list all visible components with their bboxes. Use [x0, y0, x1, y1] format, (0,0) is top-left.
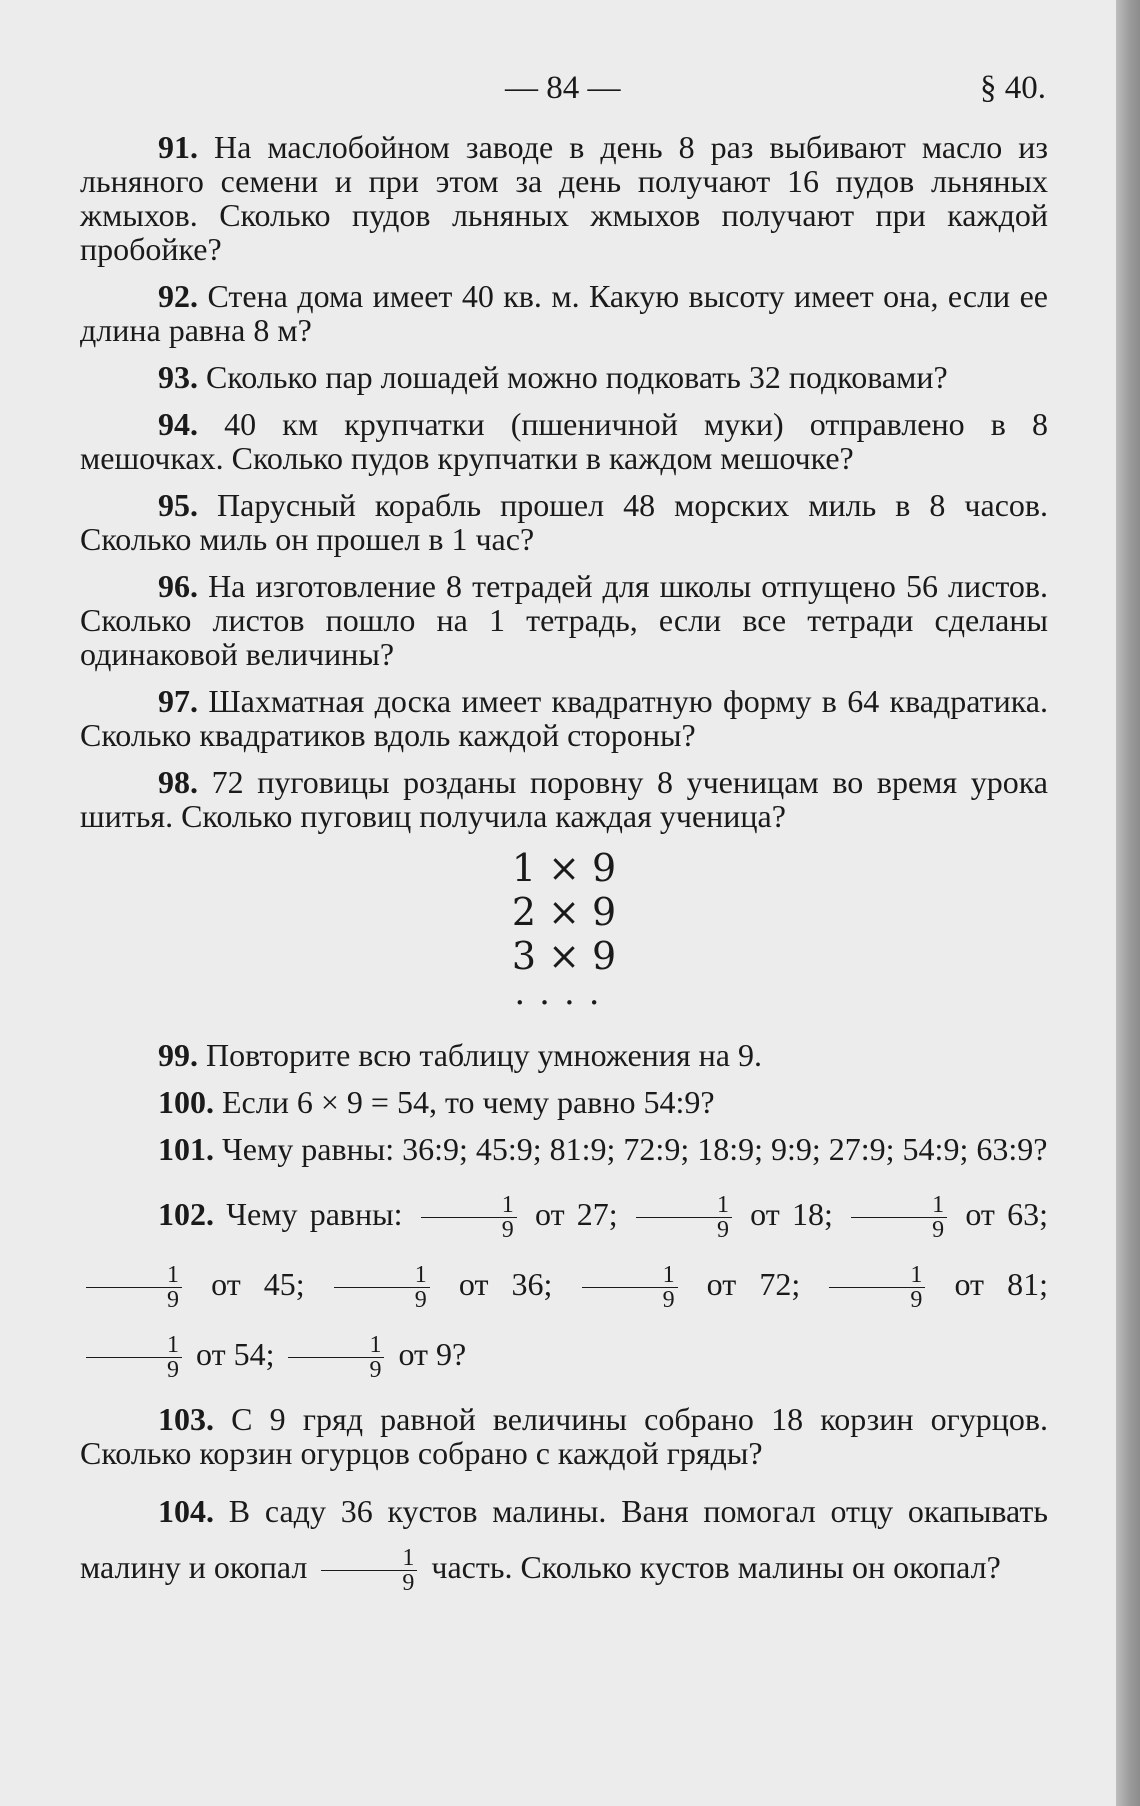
problem-number: 92. [158, 278, 198, 314]
fraction-numerator: 1 [829, 1263, 925, 1288]
page-body [80, 130, 1048, 1608]
fraction-denominator: 9 [501, 1217, 514, 1244]
problem [80, 765, 1048, 833]
problem [80, 407, 1048, 475]
problem-text: Шахматная доска имеет квадратную форму в 64 квадратика. Сколько квадратиков вдоль каждой стороны? [80, 683, 1049, 753]
fraction-item [80, 1262, 305, 1314]
fraction-item-text: от 36; [458, 1266, 553, 1302]
fraction [86, 1263, 182, 1312]
fraction-item [630, 1192, 833, 1244]
fraction-denominator: 9 [402, 1570, 415, 1597]
fraction-item [823, 1262, 1049, 1314]
problem-number: 104. [158, 1493, 214, 1529]
problem-text: На изготовление 8 тетрадей для школы отпущено 56 листов. Сколько листов пошло на 1 тетрадь, если все тетради сделаны одинаковой величины? [80, 568, 1048, 672]
problem-102 [80, 1179, 1048, 1389]
fraction-denominator: 9 [662, 1287, 675, 1314]
table-row: 1 × 9 [511, 846, 617, 890]
problems-group-b [80, 1038, 1048, 1166]
fraction [288, 1333, 384, 1382]
problem-text-before: В саду 36 кустов малины. Ваня помогал отцу окапывать малину и окопал [80, 1493, 1049, 1585]
problem-text: Чему равны: 36:9; 45:9; 81:9; 72:9; 18:9; 9:9; 27:9; 54:9; 63:9? [222, 1131, 1048, 1167]
fraction-item [576, 1262, 801, 1314]
fraction-item-text: от 81; [954, 1266, 1049, 1302]
problem-text: Сколько пар лошадей можно подковать 32 подковами? [206, 359, 948, 395]
problem-text-after: часть. Сколько кустов малины он окопал? [431, 1549, 1001, 1585]
problem-number: 91. [158, 129, 198, 165]
problem [80, 488, 1048, 556]
problem [80, 130, 1048, 266]
fraction-denominator: 9 [910, 1287, 923, 1314]
book-spine-shadow [1116, 0, 1140, 1806]
problem-text: 40 км крупчатки (пшеничной муки) отправлено в 8 мешочках. Сколько пудов крупчатки в каждом мешочке? [80, 406, 1049, 476]
problem-text: На маслобойном заводе в день 8 раз выбивают масло из льняного семени и при этом за день получают 16 пудов льняных жмыхов. Сколько пудов льняных жмыхов получают при каждой пробойке? [80, 129, 1049, 267]
problem-number: 101. [158, 1131, 214, 1167]
problem-number: 98. [158, 764, 198, 800]
problem-number: 96. [158, 568, 198, 604]
problem [80, 684, 1048, 752]
problems-group-a [80, 130, 1048, 833]
problem-number: 94. [158, 406, 198, 442]
fraction-item [415, 1192, 618, 1244]
problem [80, 1038, 1048, 1072]
fraction-denominator: 9 [167, 1287, 179, 1314]
problem-103 [80, 1402, 1048, 1470]
fraction-denominator: 9 [369, 1357, 382, 1384]
fraction-item-text: от 54; [196, 1336, 275, 1372]
fraction-numerator: 1 [288, 1333, 384, 1358]
fraction-item [845, 1192, 1049, 1244]
problem-text: С 9 гряд равной величины собрано 18 корзин огурцов. Сколько корзин огурцов собрано с каждой гряды? [80, 1401, 1049, 1471]
fraction-item [282, 1332, 467, 1384]
page-header [0, 62, 1116, 112]
fraction-numerator: 1 [321, 1546, 417, 1571]
fraction-item [328, 1262, 553, 1314]
problem-text: Повторите всю таблицу умножения на 9. [206, 1037, 762, 1073]
problem-lead: Чему равны: [226, 1196, 403, 1232]
problem [80, 279, 1048, 347]
fraction-item-text: от 72; [706, 1266, 801, 1302]
table-row: 2 × 9 [511, 890, 617, 934]
section-mark: § 40. [980, 70, 1046, 106]
fraction [829, 1263, 925, 1312]
problem-number: 103. [158, 1401, 214, 1437]
fraction-numerator: 1 [421, 1193, 517, 1218]
problem [80, 569, 1048, 671]
problem-number: 100. [158, 1084, 214, 1120]
problem-text: Стена дома имеет 40 кв. м. Какую высоту имеет она, если ее длина равна 8 м? [80, 278, 1049, 348]
problem-number: 95. [158, 487, 198, 523]
fraction-denominator: 9 [414, 1287, 427, 1314]
fraction-numerator: 1 [86, 1333, 182, 1358]
fraction-item-text: от 9? [398, 1336, 467, 1372]
problem-text: Если 6 × 9 = 54, то чему равно 54:9? [222, 1084, 715, 1120]
fraction-numerator: 1 [582, 1263, 678, 1288]
fraction-denominator: 9 [932, 1217, 945, 1244]
fraction-item-text: от 63; [965, 1196, 1049, 1232]
problem-number: 93. [158, 359, 198, 395]
problem-104 [80, 1483, 1048, 1595]
problem-text: Парусный корабль прошел 48 морских миль в 8 часов. Сколько миль он прошел в 1 час? [80, 487, 1049, 557]
fraction-item [80, 1332, 275, 1384]
fraction [636, 1193, 732, 1242]
fraction [421, 1193, 517, 1242]
fraction [334, 1263, 430, 1312]
problem-number: 99. [158, 1037, 198, 1073]
problem [80, 1085, 1048, 1119]
page-number: — 84 — [505, 70, 621, 106]
fraction-item-text: от 18; [750, 1196, 833, 1232]
fraction-numerator: 1 [334, 1263, 430, 1288]
problem [80, 360, 1048, 394]
problem-number: 97. [158, 683, 198, 719]
fraction [582, 1263, 678, 1312]
fraction [321, 1546, 417, 1595]
fraction-item-text: от 45; [211, 1266, 305, 1302]
fraction-item-text: от 27; [535, 1196, 618, 1232]
table-row: 3 × 9 [511, 934, 617, 978]
fraction-numerator: 1 [851, 1193, 947, 1218]
fraction-denominator: 9 [167, 1357, 179, 1384]
fraction-numerator: 1 [86, 1263, 182, 1288]
table-ellipsis: .... [514, 973, 614, 1013]
problem [80, 1132, 1048, 1166]
fraction [851, 1193, 947, 1242]
problem-number: 102. [158, 1196, 214, 1232]
fraction-numerator: 1 [636, 1193, 732, 1218]
multiplication-table [80, 846, 1048, 1013]
problem-text: 72 пуговицы розданы поровну 8 ученицам во время урока шитья. Сколько пуговиц получила каждая ученица? [80, 764, 1049, 834]
fraction-denominator: 9 [716, 1217, 729, 1244]
fraction [86, 1333, 182, 1382]
